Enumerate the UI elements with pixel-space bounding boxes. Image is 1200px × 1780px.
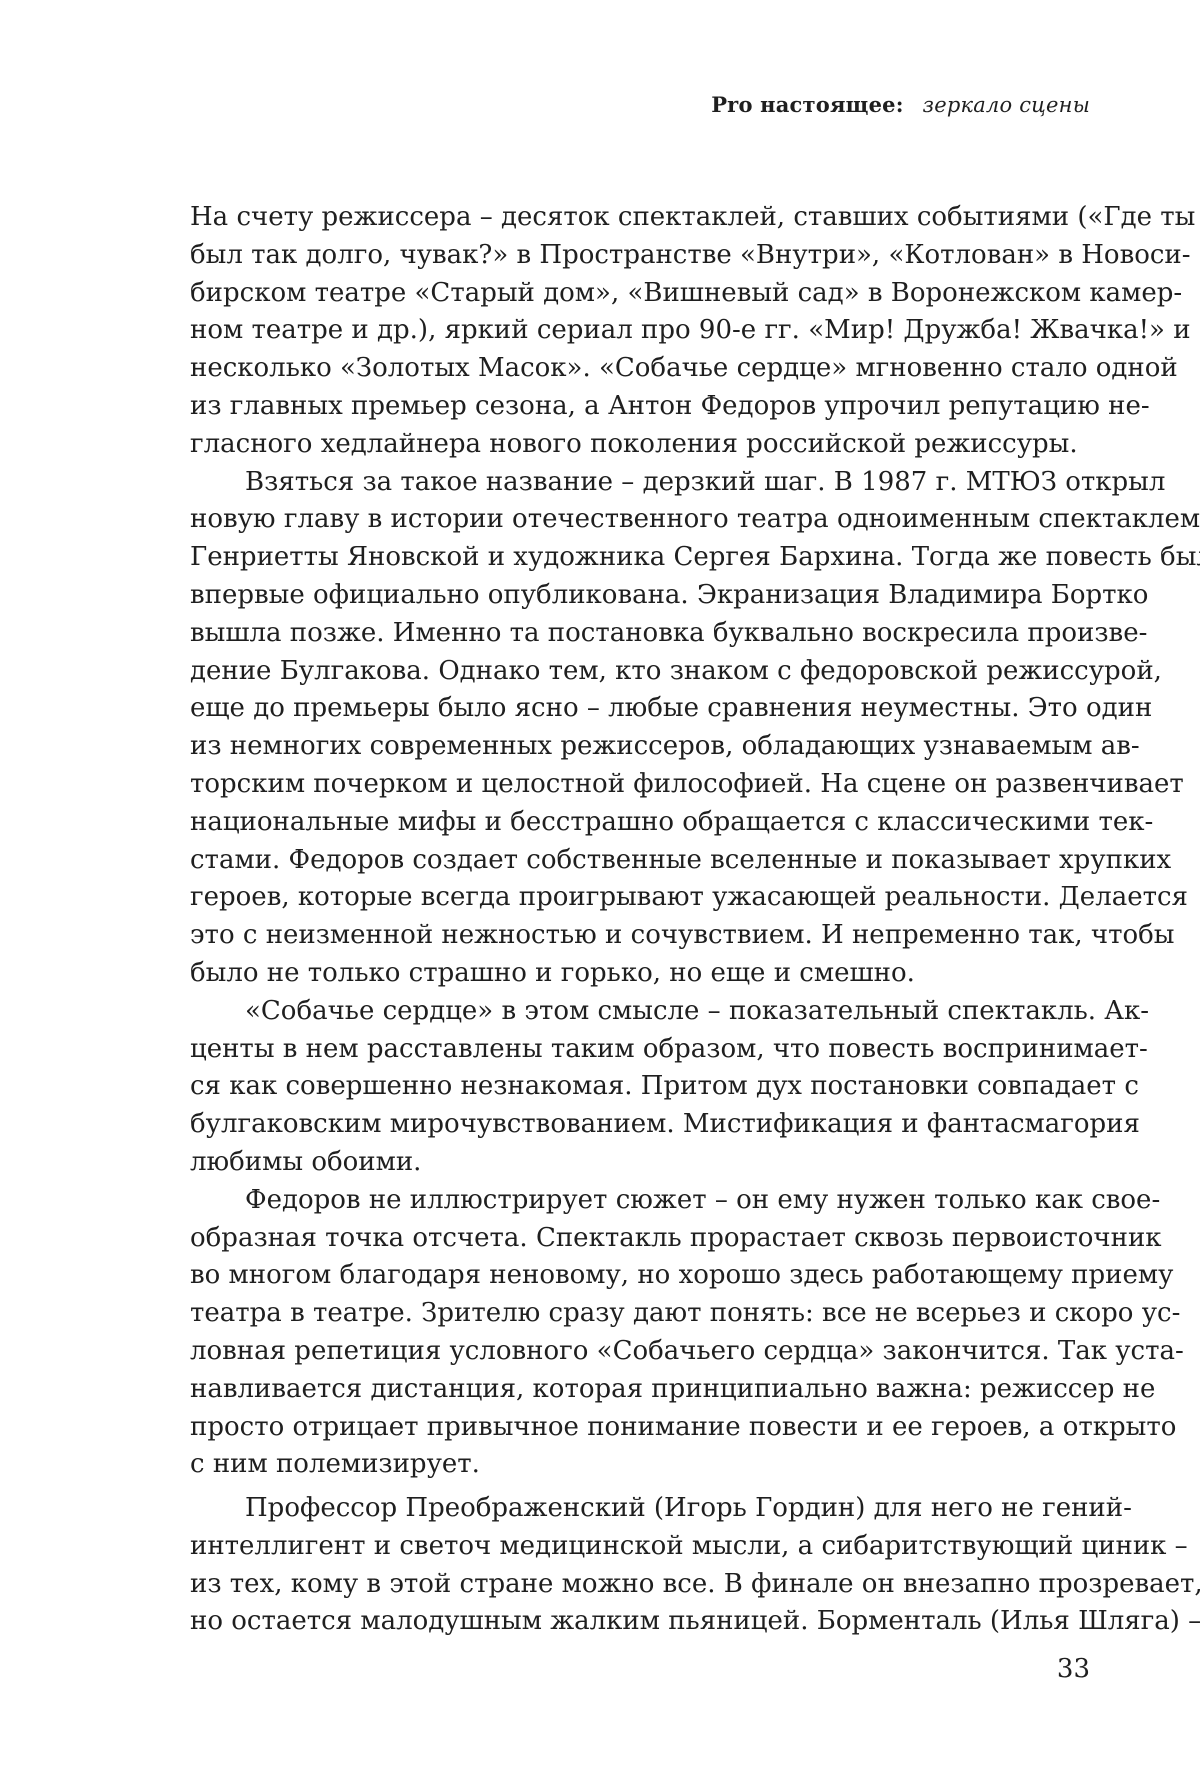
text-line: центы в нем расставлены таким образом, что повесть воспринимает- [190, 1031, 1090, 1069]
paragraph [190, 993, 1090, 1182]
text-line: несколько «Золотых Масок». «Собачье сердце» мгновенно стало одной [190, 350, 1090, 388]
text-line: торским почерком и целостной философией. На сцене он развенчивает [190, 766, 1090, 804]
paragraph [190, 1490, 1090, 1641]
text-line: было не только страшно и горько, но еще и смешно. [190, 955, 1090, 993]
text-line: еще до премьеры было ясно – любые сравнения неуместны. Это один [190, 690, 1090, 728]
text-line: Генриетты Яновской и художника Сергея Бархина. Тогда же повесть была [190, 539, 1090, 577]
paragraph [190, 199, 1090, 464]
text-line: из тех, кому в этой стране можно все. В финале он внезапно прозревает, [190, 1566, 1090, 1604]
text-line: с ним полемизирует. [190, 1446, 1090, 1484]
text-line: просто отрицает привычное понимание повести и ее героев, а открыто [190, 1409, 1090, 1447]
text-line: Взяться за такое название – дерзкий шаг. В 1987 г. МТЮЗ открыл [190, 464, 1090, 502]
text-line: бирском театре «Старый дом», «Вишневый сад» в Воронежском камер- [190, 275, 1090, 313]
text-line: дение Булгакова. Однако тем, кто знаком с федоровской режиссурой, [190, 653, 1090, 691]
text-line: из немногих современных режиссеров, обладающих узнаваемым ав- [190, 728, 1090, 766]
page-number: 33 [1057, 1654, 1090, 1684]
text-line: героев, которые всегда проигрывают ужасающей реальности. Делается [190, 879, 1090, 917]
text-line: интеллигент и светоч медицинской мысли, а сибаритствующий циник – [190, 1528, 1090, 1566]
text-line: театра в театре. Зрителю сразу дают понять: все не всерьез и скоро ус- [190, 1295, 1090, 1333]
text-line: национальные мифы и бесстрашно обращается с классическими тек- [190, 804, 1090, 842]
text-line: булгаковским мирочувствованием. Мистификация и фантасмагория [190, 1106, 1090, 1144]
text-line: это с неизменной нежностью и сочувствием. И непременно так, чтобы [190, 917, 1090, 955]
text-line: На счету режиссера – десяток спектаклей, ставших событиями («Где ты [190, 199, 1090, 237]
text-line: стами. Федоров создает собственные вселенные и показывает хрупких [190, 842, 1090, 880]
text-line: «Собачье сердце» в этом смысле – показательный спектакль. Ак- [190, 993, 1090, 1031]
text-line: гласного хедлайнера нового поколения российской режиссуры. [190, 426, 1090, 464]
text-line: из главных премьер сезона, а Антон Федоров упрочил репутацию не- [190, 388, 1090, 426]
text-line: ловная репетиция условного «Собачьего сердца» закончится. Так уста- [190, 1333, 1090, 1371]
text-line: новую главу в истории отечественного театра одноименным спектаклем [190, 501, 1090, 539]
paragraph [190, 1182, 1090, 1484]
body-text [190, 199, 1090, 1641]
running-head [711, 92, 1090, 117]
text-line: образная точка отсчета. Спектакль прорастает сквозь первоисточник [190, 1220, 1090, 1258]
text-line: любимы обоими. [190, 1144, 1090, 1182]
text-line: впервые официально опубликована. Экранизация Владимира Бортко [190, 577, 1090, 615]
text-line: навливается дистанция, которая принципиально важна: режиссер не [190, 1371, 1090, 1409]
text-line: Федоров не иллюстрирует сюжет – он ему нужен только как свое- [190, 1182, 1090, 1220]
text-line: Профессор Преображенский (Игорь Гордин) для него не гений- [190, 1490, 1090, 1528]
text-line: вышла позже. Именно та постановка буквально воскресила произве- [190, 615, 1090, 653]
text-line: во многом благодаря неновому, но хорошо здесь работающему приему [190, 1257, 1090, 1295]
text-line: ся как совершенно незнакомая. Притом дух постановки совпадает с [190, 1068, 1090, 1106]
running-head-section: Pro настоящее: [711, 92, 903, 117]
text-line: был так долго, чувак?» в Пространстве «Внутри», «Котлован» в Новоси- [190, 237, 1090, 275]
running-head-subtitle: зеркало сцены [923, 93, 1090, 117]
text-line: но остается малодушным жалким пьяницей. Борменталь (Илья Шляга) – [190, 1603, 1090, 1641]
text-line: ном театре и др.), яркий сериал про 90-е гг. «Мир! Дружба! Жвачка!» и [190, 312, 1090, 350]
paragraph [190, 464, 1090, 993]
